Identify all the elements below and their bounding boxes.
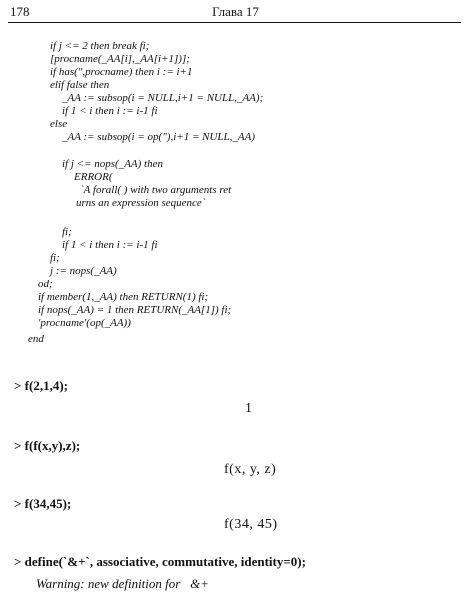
code-line: od; [38, 278, 53, 290]
code-line: end [28, 333, 44, 345]
code-line: if 1 < i then i := i-1 fi [62, 105, 158, 117]
output-line: f(x, y, z) [224, 462, 277, 477]
header-rule [8, 22, 461, 23]
page-number: 178 [10, 4, 30, 19]
input-line: > define(`&+`, associative, commutative, identity=0); [14, 554, 306, 569]
code-line: fi; [62, 226, 72, 238]
input-line: > f(34,45); [14, 496, 72, 511]
code-line: fi; [50, 252, 60, 264]
code-line: `A forall( ) with two arguments ret [80, 184, 232, 196]
code-line: if member(1,_AA) then RETURN(1) fi; [38, 291, 209, 303]
code-line: else [50, 118, 68, 130]
code-line: _AA := subsop(i = op("),i+1 = NULL,_AA) [62, 131, 255, 143]
chapter-title: Глава 17 [212, 4, 259, 19]
warning-message: Warning: new definition for &+ [36, 576, 209, 591]
input-line: > f(f(x,y),z); [14, 438, 81, 453]
output-line: f(34, 45) [224, 517, 278, 532]
code-line: if has(",procname) then i := i+1 [50, 66, 193, 78]
page-header [10, 4, 461, 22]
code-line: urns an expression sequence` [76, 197, 206, 209]
code-line: _AA := subsop(i = NULL,i+1 = NULL,_AA); [62, 92, 264, 104]
code-line: elif false then [50, 79, 110, 91]
code-line: [procname(_AA[i],_AA[i+1])]; [50, 53, 190, 65]
code-line: 'procname'(op(_AA)) [38, 317, 131, 329]
code-line: if nops(_AA) = 1 then RETURN(_AA[1]) fi; [38, 304, 232, 316]
code-line: if j <= 2 then break fi; [50, 40, 150, 52]
code-line: ERROR( [74, 171, 113, 183]
code-line: if j <= nops(_AA) then [62, 158, 163, 170]
code-line: j := nops(_AA) [50, 265, 117, 277]
code-line: if 1 < i then i := i-1 fi [62, 239, 158, 251]
output-line: 1 [245, 401, 253, 416]
input-line: > f(2,1,4); [14, 378, 68, 393]
